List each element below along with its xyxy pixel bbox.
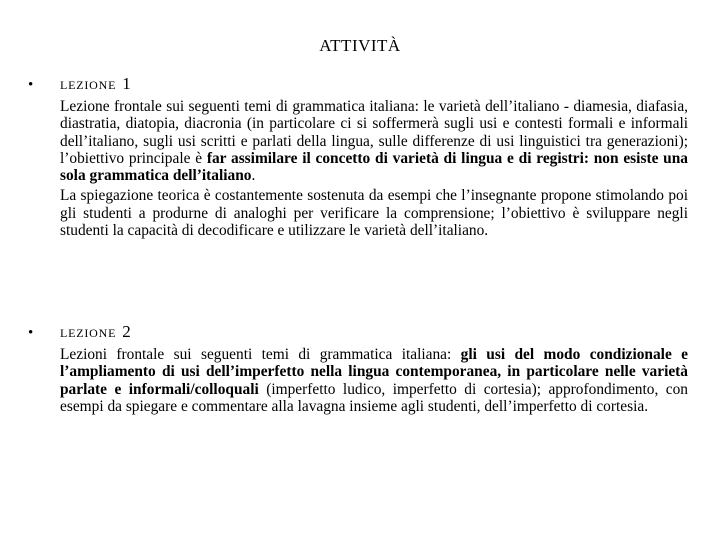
lesson-1-paragraph-2: La spiegazione teorica è costantemente sostenuta da esempi che l’insegnante propone stimolando poi gli studenti a produrne di analoghi per verificare la comprensione; l’obiettivo è sviluppare negli studenti la capacità di decodificare e utilizzare le varietà dell’italiano. <box>60 187 688 240</box>
lesson-2-number: 2 <box>122 322 131 341</box>
lesson-2-p1-bold: gli usi del modo condizionale e l’ampliamento di usi dell’imperfetto nella lingua contemporanea, in particolare nelle varietà parlate e informali/colloquali <box>60 346 688 398</box>
lesson-1-p1-bold: far assimilare il concetto di varietà di lingua e di registri: non esiste una sola grammatica dell’italiano <box>60 149 688 185</box>
lesson-1 <box>28 74 688 239</box>
lesson-2-heading <box>28 322 688 346</box>
lesson-2-paragraph-1 <box>60 346 688 415</box>
lesson-1-p1-end: . <box>251 167 256 185</box>
lesson-2-p1-end: (imperfetto ludico, imperfetto di cortesia); approfondimento, con esempi da spiegare e commentare alla lavagna insieme agli studenti, dell’imperfetto di cortesia. <box>60 380 688 415</box>
lesson-2-p1-text: Lezioni frontale sui seguenti temi di grammatica italiana: <box>60 346 461 363</box>
lesson-1-paragraph-1 <box>60 98 688 184</box>
lesson-1-label: LEZIONE <box>60 78 117 92</box>
page-title: ATTIVITÀ <box>319 36 401 55</box>
lesson-2-label: LEZIONE <box>60 326 117 340</box>
lesson-1-number: 1 <box>122 74 131 93</box>
bullet-icon: • <box>28 77 34 93</box>
lesson-2 <box>28 322 688 415</box>
bullet-icon: • <box>28 325 34 341</box>
lesson-1-p1-text: Lezione frontale sui seguenti temi di grammatica italiana: le varietà dell’italiano - diamesia, diafasia, diastratia, diatopia, diacronia (in particolare ci si soffermerà sugli usi e contesti formali e informali dell’italiano, sugli usi scritti e parlati della lingua, sulle differenze di usi linguistici tra generazioni); l’obiettivo principale è <box>60 98 688 167</box>
lesson-1-heading <box>28 74 688 98</box>
